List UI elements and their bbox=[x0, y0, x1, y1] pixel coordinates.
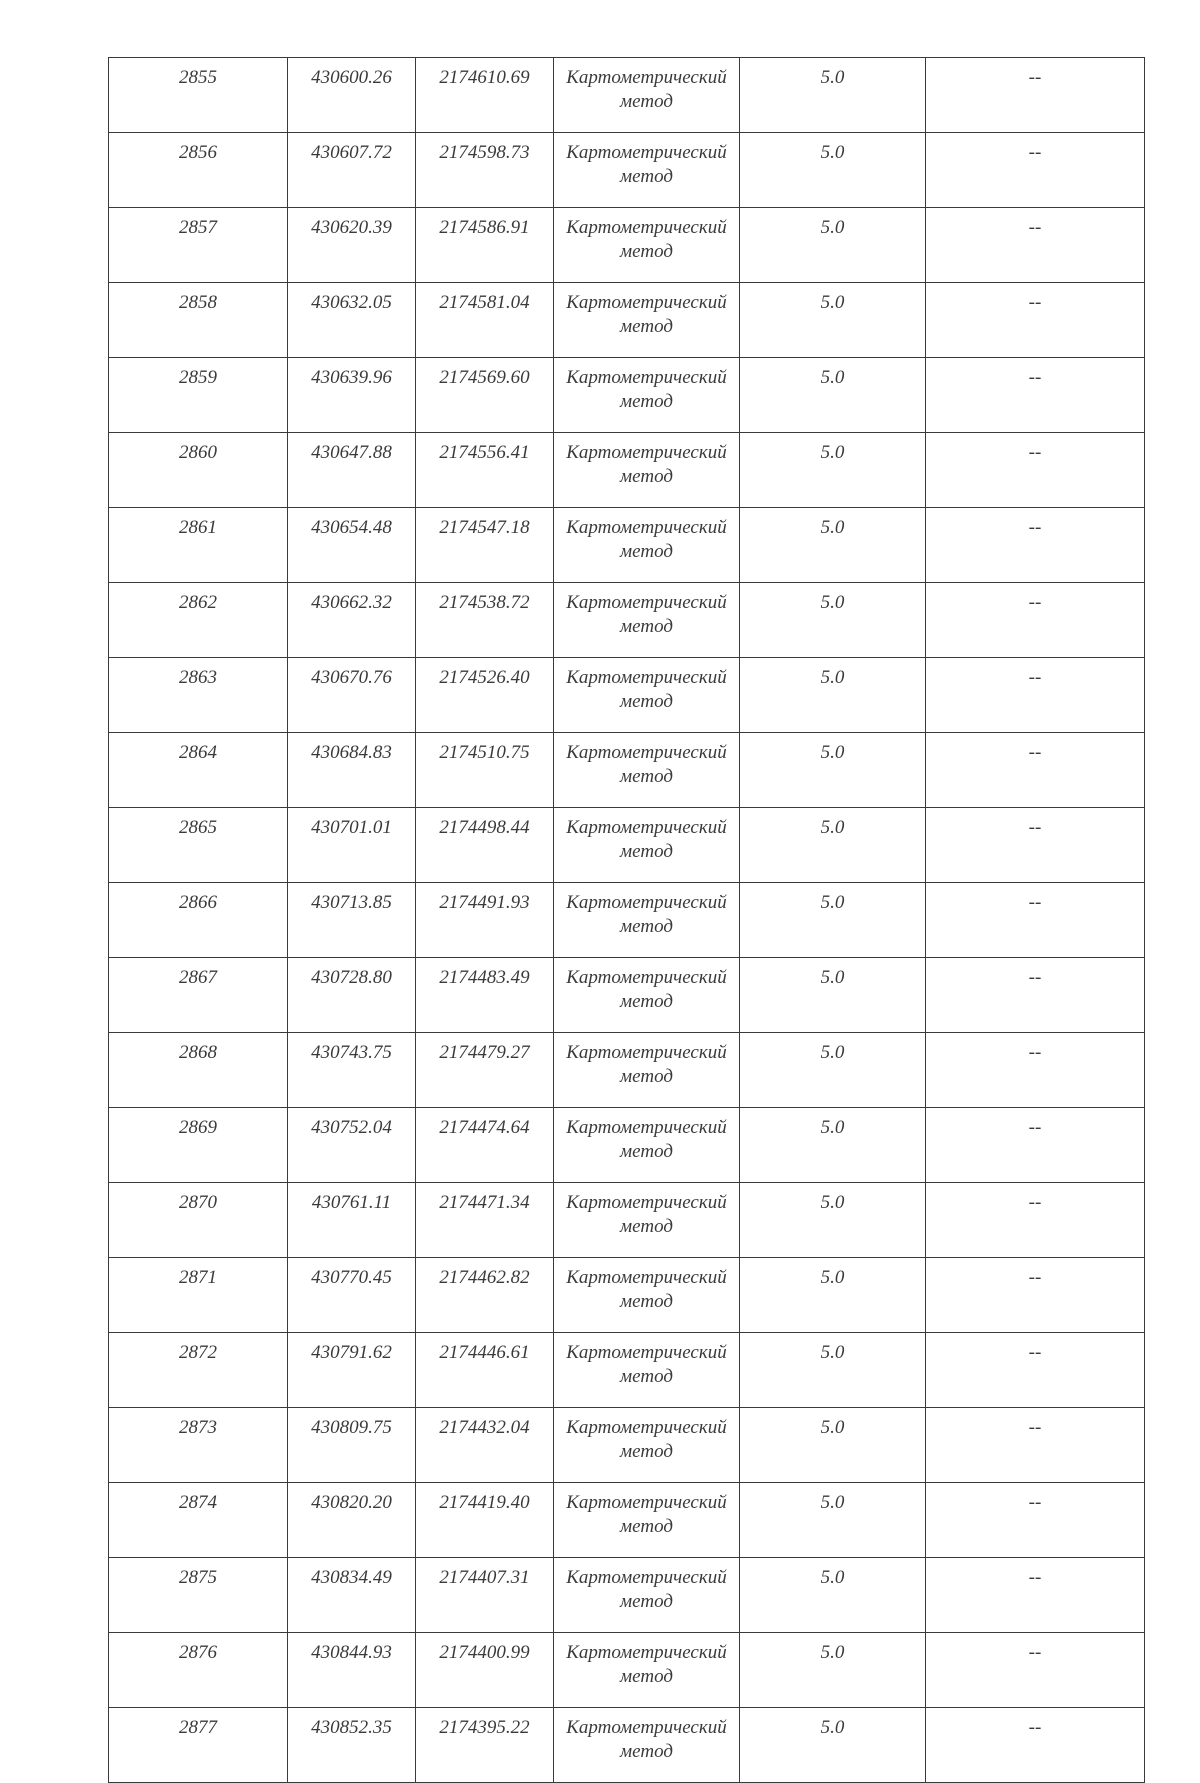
accuracy-cell: 5.0 bbox=[740, 1558, 926, 1633]
accuracy-cell: 5.0 bbox=[740, 508, 926, 583]
method-cell bbox=[554, 208, 740, 283]
method-line-2: метод bbox=[620, 841, 673, 862]
note-cell: -- bbox=[926, 358, 1145, 433]
method-line-2: метод bbox=[620, 166, 673, 187]
method-line-1: Картометрический bbox=[566, 742, 727, 763]
method-line-2: метод bbox=[620, 766, 673, 787]
note-cell: -- bbox=[926, 883, 1145, 958]
y-coordinate-cell: 2174471.34 bbox=[416, 1183, 554, 1258]
method-line-2: метод bbox=[620, 991, 673, 1012]
accuracy-cell: 5.0 bbox=[740, 1408, 926, 1483]
note-cell: -- bbox=[926, 1408, 1145, 1483]
point-number-cell: 2864 bbox=[109, 733, 288, 808]
point-number-cell: 2855 bbox=[109, 58, 288, 133]
note-cell: -- bbox=[926, 1258, 1145, 1333]
method-cell bbox=[554, 1333, 740, 1408]
point-number-cell: 2860 bbox=[109, 433, 288, 508]
point-number-cell: 2869 bbox=[109, 1108, 288, 1183]
method-cell bbox=[554, 358, 740, 433]
table-row bbox=[109, 658, 1145, 733]
method-cell bbox=[554, 283, 740, 358]
point-number-cell: 2865 bbox=[109, 808, 288, 883]
method-line-1: Картометрический bbox=[566, 1342, 727, 1363]
accuracy-cell: 5.0 bbox=[740, 1633, 926, 1708]
accuracy-cell: 5.0 bbox=[740, 1183, 926, 1258]
method-line-1: Картометрический bbox=[566, 1042, 727, 1063]
method-cell bbox=[554, 1108, 740, 1183]
method-cell bbox=[554, 958, 740, 1033]
method-line-1: Картометрический bbox=[566, 1717, 727, 1738]
y-coordinate-cell: 2174610.69 bbox=[416, 58, 554, 133]
method-line-1: Картометрический bbox=[566, 967, 727, 988]
accuracy-cell: 5.0 bbox=[740, 358, 926, 433]
method-cell bbox=[554, 1483, 740, 1558]
method-line-1: Картометрический bbox=[566, 892, 727, 913]
note-cell: -- bbox=[926, 583, 1145, 658]
accuracy-cell: 5.0 bbox=[740, 1108, 926, 1183]
method-line-2: метод bbox=[620, 1291, 673, 1312]
y-coordinate-cell: 2174556.41 bbox=[416, 433, 554, 508]
x-coordinate-cell: 430770.45 bbox=[288, 1258, 416, 1333]
accuracy-cell: 5.0 bbox=[740, 133, 926, 208]
method-line-1: Картометрический bbox=[566, 667, 727, 688]
method-line-1: Картометрический bbox=[566, 1642, 727, 1663]
accuracy-cell: 5.0 bbox=[740, 883, 926, 958]
x-coordinate-cell: 430791.62 bbox=[288, 1333, 416, 1408]
note-cell: -- bbox=[926, 208, 1145, 283]
point-number-cell: 2856 bbox=[109, 133, 288, 208]
method-line-2: метод bbox=[620, 1591, 673, 1612]
accuracy-cell: 5.0 bbox=[740, 283, 926, 358]
coordinates-table bbox=[108, 57, 1145, 1783]
accuracy-cell: 5.0 bbox=[740, 1483, 926, 1558]
note-cell: -- bbox=[926, 958, 1145, 1033]
x-coordinate-cell: 430852.35 bbox=[288, 1708, 416, 1783]
note-cell: -- bbox=[926, 433, 1145, 508]
method-line-2: метод bbox=[620, 466, 673, 487]
table-row bbox=[109, 1558, 1145, 1633]
coordinates-table-body bbox=[109, 58, 1145, 1783]
table-row bbox=[109, 958, 1145, 1033]
table-row bbox=[109, 733, 1145, 808]
table-row bbox=[109, 208, 1145, 283]
method-cell bbox=[554, 1183, 740, 1258]
table-row bbox=[109, 133, 1145, 208]
method-line-2: метод bbox=[620, 1516, 673, 1537]
method-cell bbox=[554, 1708, 740, 1783]
table-row bbox=[109, 508, 1145, 583]
method-line-2: метод bbox=[620, 916, 673, 937]
table-row bbox=[109, 358, 1145, 433]
x-coordinate-cell: 430752.04 bbox=[288, 1108, 416, 1183]
x-coordinate-cell: 430639.96 bbox=[288, 358, 416, 433]
method-line-1: Картометрический bbox=[566, 217, 727, 238]
y-coordinate-cell: 2174474.64 bbox=[416, 1108, 554, 1183]
method-cell bbox=[554, 733, 740, 808]
x-coordinate-cell: 430713.85 bbox=[288, 883, 416, 958]
x-coordinate-cell: 430728.80 bbox=[288, 958, 416, 1033]
x-coordinate-cell: 430834.49 bbox=[288, 1558, 416, 1633]
x-coordinate-cell: 430809.75 bbox=[288, 1408, 416, 1483]
y-coordinate-cell: 2174598.73 bbox=[416, 133, 554, 208]
y-coordinate-cell: 2174538.72 bbox=[416, 583, 554, 658]
x-coordinate-cell: 430647.88 bbox=[288, 433, 416, 508]
method-line-2: метод bbox=[620, 1666, 673, 1687]
point-number-cell: 2876 bbox=[109, 1633, 288, 1708]
method-line-2: метод bbox=[620, 1366, 673, 1387]
note-cell: -- bbox=[926, 1558, 1145, 1633]
point-number-cell: 2868 bbox=[109, 1033, 288, 1108]
method-cell bbox=[554, 58, 740, 133]
x-coordinate-cell: 430761.11 bbox=[288, 1183, 416, 1258]
method-line-1: Картометрический bbox=[566, 292, 727, 313]
method-line-2: метод bbox=[620, 91, 673, 112]
table-row bbox=[109, 808, 1145, 883]
x-coordinate-cell: 430632.05 bbox=[288, 283, 416, 358]
note-cell: -- bbox=[926, 1708, 1145, 1783]
note-cell: -- bbox=[926, 508, 1145, 583]
note-cell: -- bbox=[926, 283, 1145, 358]
method-line-2: метод bbox=[620, 391, 673, 412]
table-row bbox=[109, 1633, 1145, 1708]
x-coordinate-cell: 430743.75 bbox=[288, 1033, 416, 1108]
method-line-2: метод bbox=[620, 1741, 673, 1762]
x-coordinate-cell: 430620.39 bbox=[288, 208, 416, 283]
method-cell bbox=[554, 808, 740, 883]
method-line-1: Картометрический bbox=[566, 142, 727, 163]
point-number-cell: 2859 bbox=[109, 358, 288, 433]
method-line-1: Картометрический bbox=[566, 517, 727, 538]
point-number-cell: 2877 bbox=[109, 1708, 288, 1783]
method-line-1: Картометрический bbox=[566, 817, 727, 838]
method-line-1: Картометрический bbox=[566, 442, 727, 463]
method-line-1: Картометрический bbox=[566, 1267, 727, 1288]
point-number-cell: 2870 bbox=[109, 1183, 288, 1258]
table-row bbox=[109, 1333, 1145, 1408]
note-cell: -- bbox=[926, 733, 1145, 808]
y-coordinate-cell: 2174395.22 bbox=[416, 1708, 554, 1783]
method-line-1: Картометрический bbox=[566, 367, 727, 388]
x-coordinate-cell: 430654.48 bbox=[288, 508, 416, 583]
method-cell bbox=[554, 1408, 740, 1483]
accuracy-cell: 5.0 bbox=[740, 733, 926, 808]
y-coordinate-cell: 2174446.61 bbox=[416, 1333, 554, 1408]
x-coordinate-cell: 430662.32 bbox=[288, 583, 416, 658]
y-coordinate-cell: 2174432.04 bbox=[416, 1408, 554, 1483]
table-row bbox=[109, 1033, 1145, 1108]
note-cell: -- bbox=[926, 1633, 1145, 1708]
method-cell bbox=[554, 1258, 740, 1333]
y-coordinate-cell: 2174479.27 bbox=[416, 1033, 554, 1108]
accuracy-cell: 5.0 bbox=[740, 208, 926, 283]
x-coordinate-cell: 430820.20 bbox=[288, 1483, 416, 1558]
point-number-cell: 2871 bbox=[109, 1258, 288, 1333]
accuracy-cell: 5.0 bbox=[740, 58, 926, 133]
method-line-2: метод bbox=[620, 1141, 673, 1162]
method-line-1: Картометрический bbox=[566, 1417, 727, 1438]
y-coordinate-cell: 2174581.04 bbox=[416, 283, 554, 358]
x-coordinate-cell: 430701.01 bbox=[288, 808, 416, 883]
note-cell: -- bbox=[926, 1483, 1145, 1558]
point-number-cell: 2866 bbox=[109, 883, 288, 958]
y-coordinate-cell: 2174462.82 bbox=[416, 1258, 554, 1333]
accuracy-cell: 5.0 bbox=[740, 958, 926, 1033]
method-cell bbox=[554, 508, 740, 583]
note-cell: -- bbox=[926, 58, 1145, 133]
y-coordinate-cell: 2174498.44 bbox=[416, 808, 554, 883]
note-cell: -- bbox=[926, 1033, 1145, 1108]
table-row bbox=[109, 583, 1145, 658]
note-cell: -- bbox=[926, 658, 1145, 733]
accuracy-cell: 5.0 bbox=[740, 433, 926, 508]
method-line-1: Картометрический bbox=[566, 592, 727, 613]
y-coordinate-cell: 2174510.75 bbox=[416, 733, 554, 808]
table-row bbox=[109, 1483, 1145, 1558]
method-cell bbox=[554, 133, 740, 208]
method-line-1: Картометрический bbox=[566, 67, 727, 88]
point-number-cell: 2872 bbox=[109, 1333, 288, 1408]
accuracy-cell: 5.0 bbox=[740, 658, 926, 733]
method-line-2: метод bbox=[620, 1441, 673, 1462]
method-line-2: метод bbox=[620, 616, 673, 637]
table-row bbox=[109, 1258, 1145, 1333]
method-line-1: Картометрический bbox=[566, 1492, 727, 1513]
note-cell: -- bbox=[926, 1183, 1145, 1258]
y-coordinate-cell: 2174547.18 bbox=[416, 508, 554, 583]
method-line-1: Картометрический bbox=[566, 1192, 727, 1213]
y-coordinate-cell: 2174526.40 bbox=[416, 658, 554, 733]
table-row bbox=[109, 1108, 1145, 1183]
y-coordinate-cell: 2174586.91 bbox=[416, 208, 554, 283]
point-number-cell: 2874 bbox=[109, 1483, 288, 1558]
method-cell bbox=[554, 1033, 740, 1108]
point-number-cell: 2873 bbox=[109, 1408, 288, 1483]
table-row bbox=[109, 1708, 1145, 1783]
method-line-1: Картометрический bbox=[566, 1567, 727, 1588]
table-row bbox=[109, 1183, 1145, 1258]
method-line-2: метод bbox=[620, 541, 673, 562]
note-cell: -- bbox=[926, 133, 1145, 208]
method-cell bbox=[554, 1558, 740, 1633]
point-number-cell: 2875 bbox=[109, 1558, 288, 1633]
x-coordinate-cell: 430600.26 bbox=[288, 58, 416, 133]
method-cell bbox=[554, 433, 740, 508]
y-coordinate-cell: 2174483.49 bbox=[416, 958, 554, 1033]
point-number-cell: 2857 bbox=[109, 208, 288, 283]
x-coordinate-cell: 430844.93 bbox=[288, 1633, 416, 1708]
accuracy-cell: 5.0 bbox=[740, 1708, 926, 1783]
note-cell: -- bbox=[926, 1108, 1145, 1183]
method-cell bbox=[554, 883, 740, 958]
point-number-cell: 2858 bbox=[109, 283, 288, 358]
document-page bbox=[108, 57, 1144, 1783]
y-coordinate-cell: 2174400.99 bbox=[416, 1633, 554, 1708]
table-row bbox=[109, 433, 1145, 508]
method-cell bbox=[554, 1633, 740, 1708]
method-cell bbox=[554, 583, 740, 658]
method-line-2: метод bbox=[620, 241, 673, 262]
point-number-cell: 2867 bbox=[109, 958, 288, 1033]
note-cell: -- bbox=[926, 808, 1145, 883]
method-line-2: метод bbox=[620, 316, 673, 337]
accuracy-cell: 5.0 bbox=[740, 808, 926, 883]
y-coordinate-cell: 2174407.31 bbox=[416, 1558, 554, 1633]
y-coordinate-cell: 2174419.40 bbox=[416, 1483, 554, 1558]
point-number-cell: 2863 bbox=[109, 658, 288, 733]
table-row bbox=[109, 1408, 1145, 1483]
accuracy-cell: 5.0 bbox=[740, 1033, 926, 1108]
table-row bbox=[109, 58, 1145, 133]
accuracy-cell: 5.0 bbox=[740, 583, 926, 658]
x-coordinate-cell: 430684.83 bbox=[288, 733, 416, 808]
method-cell bbox=[554, 658, 740, 733]
note-cell: -- bbox=[926, 1333, 1145, 1408]
x-coordinate-cell: 430670.76 bbox=[288, 658, 416, 733]
table-row bbox=[109, 883, 1145, 958]
table-row bbox=[109, 283, 1145, 358]
method-line-2: метод bbox=[620, 1216, 673, 1237]
y-coordinate-cell: 2174569.60 bbox=[416, 358, 554, 433]
x-coordinate-cell: 430607.72 bbox=[288, 133, 416, 208]
method-line-1: Картометрический bbox=[566, 1117, 727, 1138]
point-number-cell: 2862 bbox=[109, 583, 288, 658]
y-coordinate-cell: 2174491.93 bbox=[416, 883, 554, 958]
accuracy-cell: 5.0 bbox=[740, 1258, 926, 1333]
method-line-2: метод bbox=[620, 691, 673, 712]
method-line-2: метод bbox=[620, 1066, 673, 1087]
accuracy-cell: 5.0 bbox=[740, 1333, 926, 1408]
point-number-cell: 2861 bbox=[109, 508, 288, 583]
